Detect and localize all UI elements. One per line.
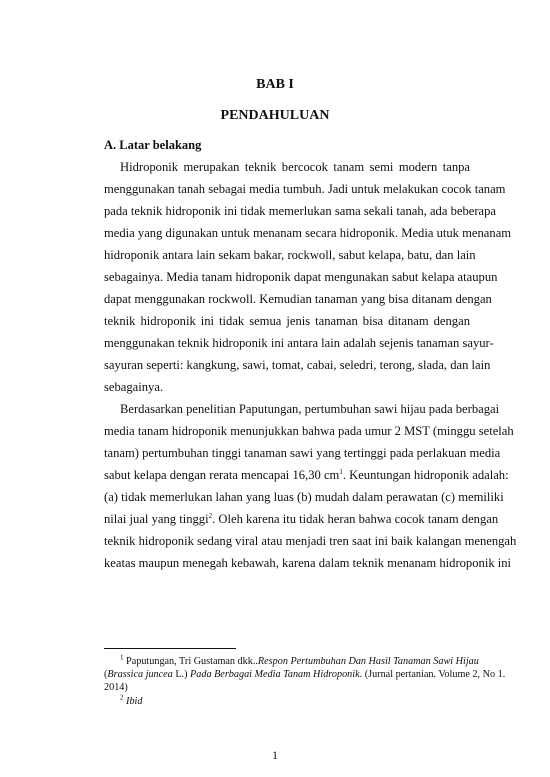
chapter-title: PENDAHULUAN [220, 108, 330, 123]
footnote-ref: 1 [339, 467, 343, 476]
body-line: menggunakan tanah sebagai media tumbuh. Jadi untuk melakukan cocok tanam [104, 182, 506, 196]
body-line: Berdasarkan penelitian Paputungan, pertumbuhan sawi hijau pada berbagai [120, 402, 500, 416]
body-text: nilai jual yang tinggi [104, 512, 209, 526]
body-line: sebagainya. [104, 380, 164, 394]
footnote-number: 2 [120, 693, 124, 702]
body-line: teknik hidroponik sedang viral atau menjadi tren saat ini baik kalangan menengah [104, 534, 517, 548]
body-line: keatas maupun menegah kebawah, karena dalam teknik menanam hidroponik ini [104, 556, 512, 570]
body-line: hidroponik antara lain sekam bakar, rockwoll, sabut kelapa, batu, dan lain [104, 248, 476, 262]
footnote-1-line-3: 2014) [104, 682, 128, 693]
body-text: sabut kelapa dengan rerata mencapai 16,30 cm [104, 468, 340, 482]
footnote-1-line-2: (Brassica juncea L.) Pada Berbagai Media Tanam Hidroponik. (Jurnal pertanian. Volume 2, No 1. [104, 669, 506, 680]
footnote-1: $^1$ Paputungan, Tri Gustaman dkk..Respon Pertumbuhan Dan Hasil Tanaman Sawi Hijau [120, 653, 479, 667]
body-text: . Oleh karena itu tidak heran bahwa cocok tanam dengan [212, 512, 499, 526]
body-line: menggunakan teknik hidroponik ini antara lain adalah sejenis tanaman sayur- [104, 336, 494, 350]
body-line: teknik hidroponik ini tidak semua jenis tanaman bisa ditanam dengan [104, 314, 470, 328]
body-line: media tanam hidroponik menunjukkan bahwa pada umur 2 MST (minggu setelah [104, 424, 514, 438]
body-text: . Keuntungan hidroponik adalah: [342, 468, 509, 482]
body-line: Hidroponik merupakan teknik bercocok tanam semi modern tanpa [120, 160, 470, 174]
body-line: pada teknik hidroponik ini tidak memerlukan sama sekali tanah, ada beberapa [104, 204, 497, 218]
body-line: dapat menggunakan rockwoll. Kemudian tanaman yang bisa ditanam dengan [104, 292, 492, 306]
body-line: (a) tidak memerlukan lahan yang luas (b) mudah dalam perawatan (c) memiliki [104, 490, 504, 504]
footnote-number: 1 [120, 653, 124, 662]
page-number: 1 [272, 748, 278, 762]
footnote-2: $^2$ Ibid [120, 693, 143, 707]
body-line-with-footnote [104, 511, 499, 527]
body-line: sebagainya. Media tanam hidroponik dapat mengunakan sabut kelapa ataupun [104, 270, 498, 284]
chapter-heading: BAB I [256, 77, 294, 92]
body-line: sayuran seperti: kangkung, sawi, tomat, cabai, seledri, terong, slada, dan lain [104, 358, 491, 372]
footnote-separator [104, 648, 236, 649]
footnote-ref: 2 [208, 511, 213, 520]
section-heading: A. Latar belakang [104, 138, 202, 152]
body-line: media yang digunakan untuk menanam secara hidroponik. Media utuk menanam [104, 226, 512, 240]
body-line: tanam) pertumbuhan tinggi tanaman sawi yang tertinggi pada perlakuan media [104, 446, 501, 460]
body-line-with-footnote [104, 467, 509, 483]
